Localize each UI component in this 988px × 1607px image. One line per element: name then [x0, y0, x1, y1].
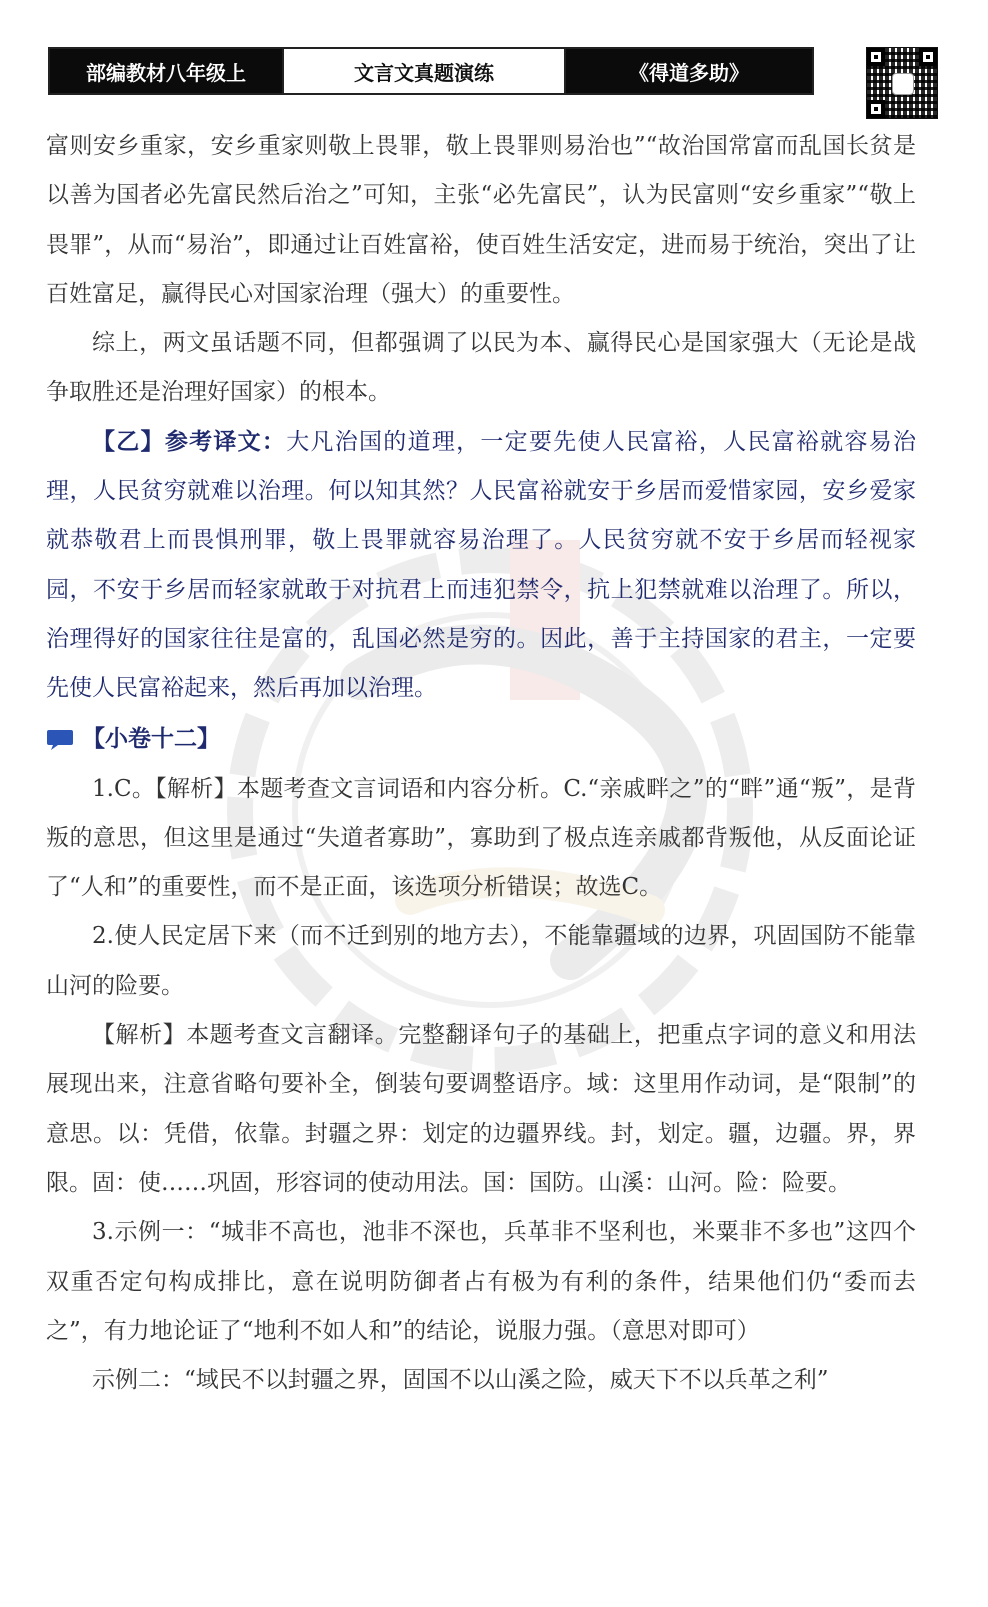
section-title: 【小卷十二】 — [82, 726, 220, 753]
paragraph-analysis-end: 富则安乡重家，安乡重家则敬上畏罪，敬上畏罪则易治也”“故治国常富而乱国长贫是以善为国者必先富民然后治之”可知，主张“必先富民”，认为民富则“安乡重家”“敬上畏罪”，从而“易治”，即通过让百姓富裕，使百姓生活安定，进而易于统治，突出了让百姓富足，赢得民心对国家治理（强大）的重要性。 — [46, 133, 916, 307]
header-exercise-title: 文言文真题演练 — [282, 49, 566, 93]
header-lesson-title: 《得道多助》 — [566, 49, 812, 93]
paragraph-summary: 综上，两文虽话题不同，但都强调了以民为本、赢得民心是国家强大（无论是战争取胜还是治理好国家）的根本。 — [46, 330, 916, 406]
answer-2-analysis: 【解析】本题考查文言翻译。完整翻译句子的基础上，把重点字词的意义和用法展现出来，注意省略句要补全，倒装句要调整语序。域：这里用作动词，是“限制”的意思。以：凭借，依靠。封疆之界：划定的边疆界线。封，划定。疆，边疆。界，界限。固：使……巩固，形容词的使动用法。国：国防。山溪：山河。险：险要。 — [46, 1022, 916, 1196]
answer-3-example-1: 3.示例一：“城非不高也，池非不深也，兵革非不坚利也，米粟非不多也”这四个双重否定句构成排比，意在说明防御者占有极为有利的条件，结果他们仍“委而去之”，有力地论证了“地利不如人和”的结论，说服力强。（意思对即可） — [46, 1219, 916, 1344]
header-textbook-label: 部编教材八年级上 — [50, 49, 282, 93]
page-header — [48, 47, 814, 95]
qr-code-icon[interactable] — [866, 47, 938, 119]
answer-1: 1.C。【解析】本题考查文言词语和内容分析。C.“亲戚畔之”的“畔”通“叛”，是背叛的意思，但这里是通过“失道者寡助”，寡助到了极点连亲戚都背叛他，从反面论证了“人和”的重要性，而不是正面，该选项分析错误；故选C。 — [46, 775, 916, 901]
chat-bubble-icon — [46, 729, 74, 751]
answer-2: 2.使人民定居下来（而不迁到别的地方去），不能靠疆域的边界，巩固国防不能靠山河的险要。 — [46, 923, 916, 999]
document-body — [46, 122, 916, 1405]
answer-3-example-2: 示例二：“域民不以封疆之界，固国不以山溪之险，威天下不以兵革之利” — [92, 1367, 829, 1394]
translation-body: 大凡治国的道理，一定要先使人民富裕，人民富裕就容易治理，人民贫穷就难以治理。何以知其然？人民富裕就安于乡居而爱惜家园，安乡爱家就恭敬君上而畏惧刑罪，敬上畏罪就容易治理了。人民贫穷就不安于乡居而轻视家园，不安于乡居而轻家就敢于对抗君上而违犯禁令，抗上犯禁就难以治理了。所以，治理得好的国家往往是富的，乱国必然是穷的。因此，善于主持国家的君主，一定要先使人民富裕起来，然后再加以治理。 — [46, 428, 917, 702]
translation-lead: 【乙】参考译文： — [92, 428, 287, 455]
translation-paragraph — [46, 418, 916, 714]
section-heading — [46, 716, 916, 765]
